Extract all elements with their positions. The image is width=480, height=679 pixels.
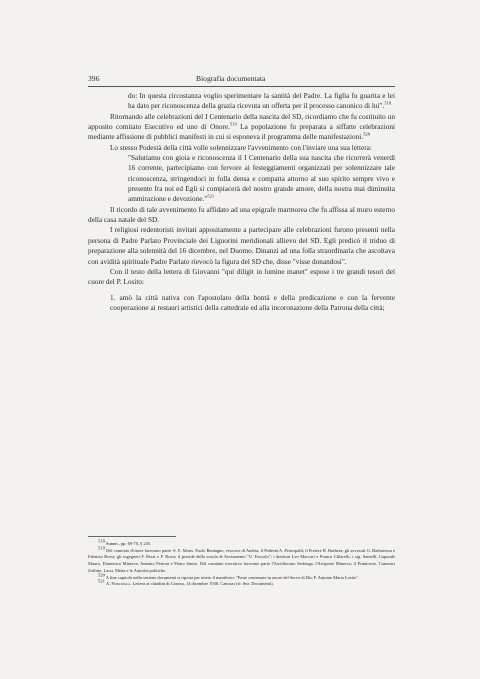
footnote-divider — [88, 536, 176, 537]
footnote-518 — [88, 538, 395, 551]
paragraph-epigraph: Il ricordo di tale avvenimento fu affidato ad una epigrafe marmorea che fu affissa al muro esterno della casa natale del SD. — [88, 205, 395, 225]
paragraph-letter: Con il testo della lettera di Giovanni "qui diligit in lumine manet" espose i tre grandi tesori del cuore del P. Losito: — [88, 267, 395, 287]
page-number: 396 — [88, 74, 100, 83]
footnote-number: 520 — [98, 572, 105, 578]
footnote-text: Summ., pp. 69-70, § 235. — [106, 541, 152, 546]
paragraph-text: do: In questa circostanza voglio sperimentare la santità del Padre. La figlia fu guarita e lei ha dato per riconoscenza della grazia ricevuta un offerta per il processo canonico di lui". — [128, 92, 395, 111]
footnote-ref: 520 — [363, 131, 370, 137]
footnote-number: 521 — [98, 578, 105, 584]
main-text — [88, 91, 395, 313]
quote-text: "Salutiamo con gioia e riconoscenza il I Centenario della sua nascita che ricorrerà venerdì 16 corrente, partecipiamo con fervore ai festeggiamenti organizzati per solennizzare tale riconoscenza, stringendoci in folla densa e compatta attorno al suo spirito sempre vivo e presente fra noi ed Egli si compiacerà del nostro grande amore, della nostra mai diminuita ammirazione e devozione." — [128, 154, 395, 204]
list-item: 1. amò la città nativa con l'apostolato della bontà e della predicazione e con la fervente cooperazione ai restauri artistici della cattedrale ed alla incoronazione della Patrona della città; — [110, 293, 395, 312]
paragraph-committees — [88, 112, 395, 143]
footnote-ref: 518 — [384, 100, 392, 106]
footnote-521 — [88, 578, 395, 588]
paragraph-quote-end — [128, 91, 395, 112]
footnote-text: A fine capitolo nella sezione documenti si riporta per intero il manifesto: "Feste centenarie in onore del Servo di Dio P. Antonio Maria Losito". — [105, 574, 360, 580]
footnotes — [88, 538, 395, 588]
footnote-number: 518 — [98, 538, 105, 544]
block-quote — [128, 153, 395, 205]
running-title: Biografia documentata — [196, 74, 266, 83]
footnote-number: 519 — [98, 545, 105, 551]
paragraph-redemptorists: I religiosi redentoristi invitati appositamente a partecipare alle celebrazioni furono presenti nella persona di Padre Parlato Provinciale dei Liguorini meridionali allievo del SD. Egli predicò il triduo di preparazione alla solennità del 16 dicembre, nel Duomo. Dinanzi ad una folla straordinaria che ascoltava con avidità spirituale Padre Parlato rievocò la figura del SD che, disse "visse donandosi". — [88, 226, 395, 266]
footnote-text: Lettera ai cittadini di Canosa, 14 dicembre 1938, Canosa (cfr. Sez. Documenti). — [131, 581, 274, 587]
running-header — [88, 74, 395, 87]
paragraph-text: Ritornando alle celebrazioni del I Centenario della nascita del SD, ricordiamo che fu costituito un apposito comitato Esecutivo ed uno di Onore. — [88, 112, 395, 132]
footnote-author: A. Principalli. — [106, 581, 132, 587]
paragraph-text: La popolazione fu preparata a siffatte celebrazioni mediante affissione di pubblici manifesti in cui si esponeva il programma delle manifestazioni. — [88, 123, 395, 142]
footnote-text: Del comitato d'onore facevano parte: S. E. Mons. Paolo Bentagno, vescovo di Andria; il Podestà A. Principalli; il Pretore R. Barbera; gli avvocati G. Barbarossa e Fabrizio Rossi; gli ingegneri F. Rizzi e F. Rossi; il preside della scuola di Avviamento "U. Foscolo"; i direttori Leo Maccari e Franco Cillarelli; i sig. Santelli, Caporale Mauro, Domenico Minerva, Antonio Petroni e Pietro Sinesi. Del comitato esecutivo facevano parte l'Arcidiacono Serlenga, l'Arciprete Minerva, il Primicerio, Canonici Zaffino, Lassi, Metta e le Autorità politiche. — [88, 547, 395, 573]
footnote-ref: 519 — [229, 121, 237, 127]
paragraph-podesta: Lo stesso Podestà della città volle solennizzare l'avvenimento con l'inviare una sua lettera: — [110, 143, 372, 152]
footnote-ref: 521 — [207, 194, 215, 200]
